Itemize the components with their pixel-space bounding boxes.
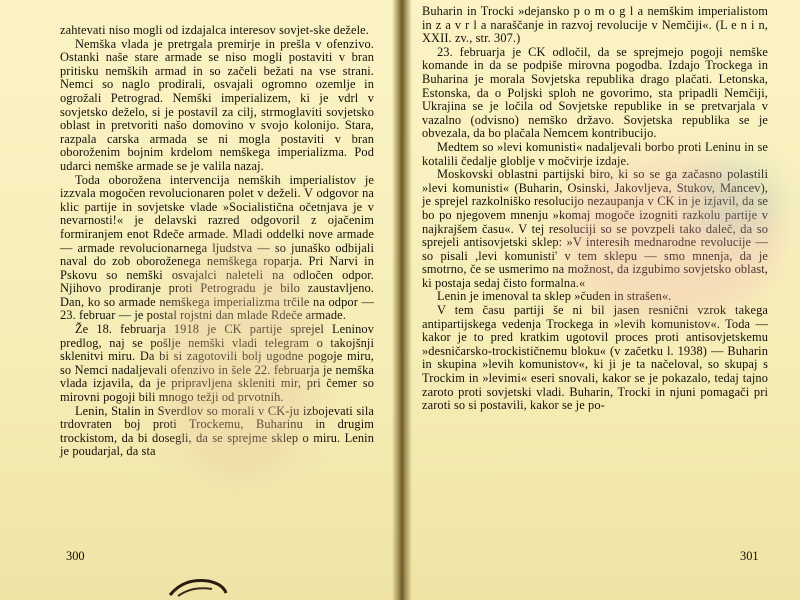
book-gutter	[392, 0, 412, 600]
page-number-right: 301	[740, 549, 759, 563]
paragraph: Nemška vlada je pretrgala premirje in prešla v ofenzivo. Ostanki naše stare armade se niso mogli postaviti v bran pritisku nemških armad in so začeli bežati na vse strani. Nemci so naglo prodirali, osvajali ogromno ozemlje in ogrožali Petrograd. Nemški imperializem, ki je vdrl v sovjetsko deželo, si je postavil za cilj, strmoglaviti sovjetsko oblast in pretvoriti našo domovino v svojo kolonijo. Stara, razpala carska armada se ni mogla postaviti v bran oboroženim bojnim krdelom nemškega imperializma. Pod udarci nemške armade se je valila nazaj.	[60, 36, 374, 173]
left-page	[0, 0, 398, 600]
paragraph: Že 18. februarja 1918 je CK partije sprejel Leninov predlog, naj se pošlje nemški vladi telegram o takojšnji sklenitvi miru. Da bi si zagotovili bolj ugodne pogoje miru, so Nemci nadaljevali ofenzivo in šele 22. februarja je nemška vlada izjavila, da je pripravljena skleniti mir, pri čemer so mirovni pogoji bili mnogo težji od prvotnih.	[60, 322, 374, 405]
paragraph: Lenin je imenoval ta sklep »čuden in strašen«.	[437, 289, 672, 304]
paragraph: 23. februarja je CK odločil, da se sprejmejo pogoji nemške komande in da se podpiše mirovna pogodba. Izdajo Trockega in Buharina je morala Sovjetska republika drago plačati. Letonska, Estonska, da o Poljski sploh ne govorimo, sta pripadli Nemčiji, Ukrajina se je ločila od Sovjetske republike in se pretvarjala v vazalno (odvisno) nemško državo. Sovjetska republika se je obvezala, da bo plačala Nemcem kontribucijo.	[422, 44, 768, 141]
paragraph: Lenin, Stalin in Sverdlov so morali v CK-ju izbojevati sila trdovraten boj proti Trockemu, Buharinu in drugim trockistom, da bi dosegli, da se sprejme sklep o miru. Lenin je poudarjal, da sta	[60, 403, 374, 459]
right-page	[404, 0, 800, 600]
paragraph: Toda oborožena intervencija nemških imperialistov je izzvala mogočen revolucionaren polet v deželi. V odgovor na klic partije in sovjetske vlade »Socialistična očetnjava je v nevarnosti!« je delavski razred odgovoril z ojačenim formiranjem enot Rdeče armade. Mladi oddelki nove armade — armade revolucionarnega ljudstva — so junaško odbijali naval do zob oboroženega nemškega roparja. Pri Narvi in Pskovu so nemški osvajalci naleteli na odločen odpor. Njihovo prodiranje proti Petrogradu je bilo zaustavljeno. Dan, ko so armade nemškega imperializma trčile na odpor — 23. februar — je postal rojstni dan mlade Rdeče armade.	[60, 172, 374, 323]
paragraph: Medtem so »levi komunisti« nadaljevali borbo proti Leninu in se kotalili čedalje globlje v močvirje izdaje.	[422, 139, 768, 168]
page-number-left: 300	[66, 549, 85, 563]
paragraph: V tem času partiji še ni bil jasen resnični vzrok takega antipartijskega vedenja Trockega in »levih komunistov«. Toda — kakor je to pred kratkim ugotovil proces proti antisovjetskemu »desničarsko-trockističnemu bloku« (v začetku l. 1938) — Buharin in skupina »levih komunistov«, ki ji je ta načeloval, so skupaj s Trockim in »levimi« eseri snovali, kakor se je pokazalo, tedaj tajno zaroto proti sovjetski vladi. Buharin, Trocki in njuni pomagači pri zaroti so si postavili, kakor se je po-	[422, 303, 768, 413]
paragraph: Buharin in Trocki »dejansko p o m o g l a nemškim imperialistom in z a v r l a naraščanje in razvoj revolucije v Nemčiji«. (L e n i n, XXII. zv., str. 307.)	[422, 4, 768, 46]
right-page-text	[422, 5, 768, 413]
paragraph: zahtevati niso mogli od izdajalca interesov sovjet-ske dežele.	[60, 23, 369, 37]
ink-smudge	[168, 575, 228, 597]
paragraph: Moskovski oblastni partijski biro, ki so se ga začasno polastili »levi komunisti« (Buharin, Osinski, Jakovljeva, Stukov, Mancev), je sprejel razkolniško resolucijo nezaupanja v CK in je izjavil, da se bo po njegovem mnenju »komaj mogoče izogniti razkolu partije v najkrajšem času«. V tej resoluciji so se povzpeli tako daleč, da so sprejeli antisovjetski sklep: »V interesih mednarodne revolucije — so pisali ,levi komunisti' v tem sklepu — smo mnenja, da je smotrno, če se usmerimo na možnost, da izgubimo sovjetsko oblast, ki postaja sedaj čisto formalna.«	[422, 167, 768, 290]
left-page-text	[60, 24, 374, 459]
